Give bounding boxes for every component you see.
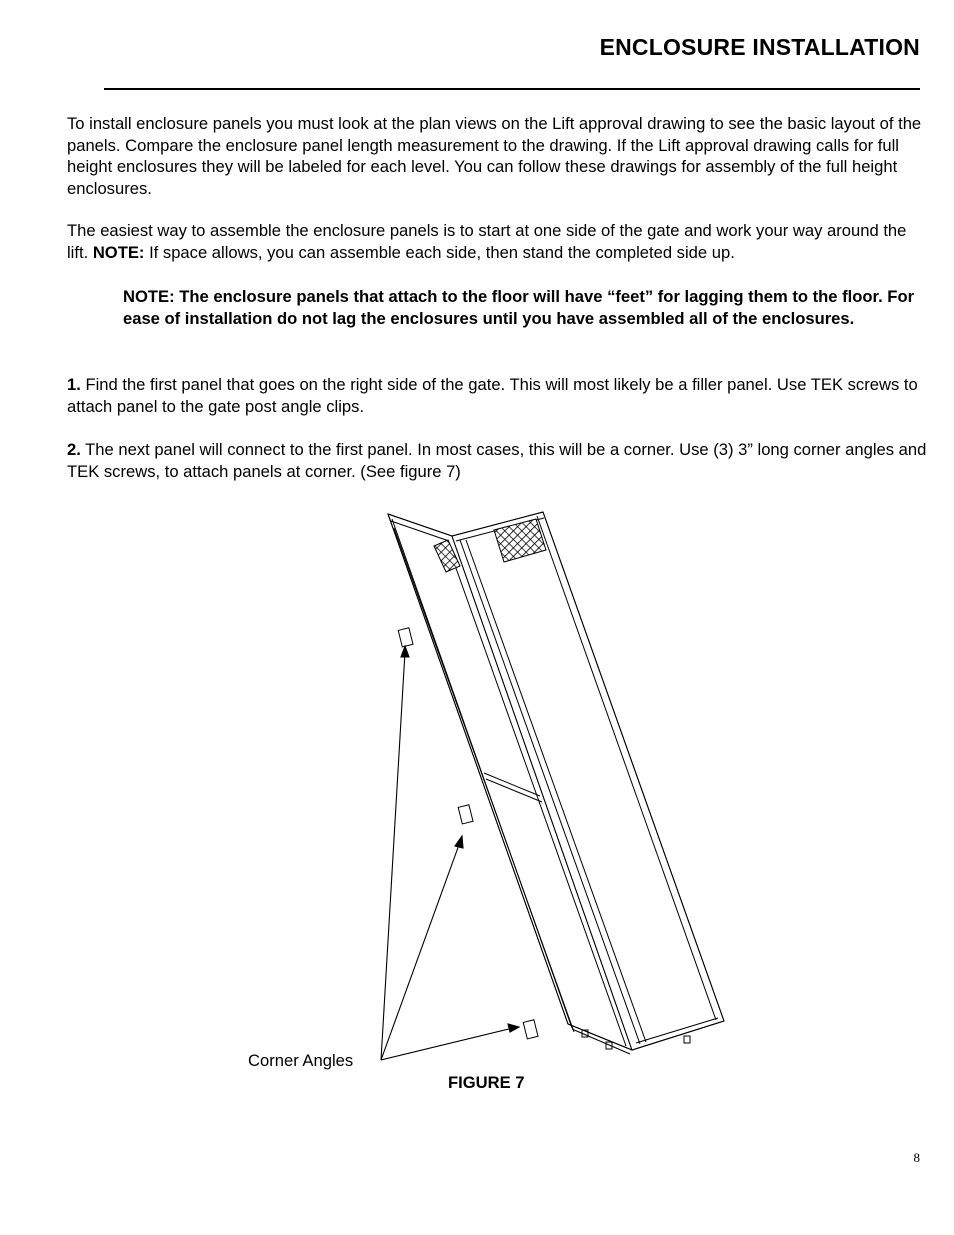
step-1: [67, 374, 927, 417]
title-underline: [104, 88, 920, 90]
step-1-number: 1.: [67, 375, 81, 394]
corner-angle-2: [458, 805, 473, 824]
figure-caption: FIGURE 7: [448, 1073, 525, 1092]
page-title: ENCLOSURE INSTALLATION: [599, 34, 920, 60]
corner-angles-label: Corner Angles: [248, 1051, 354, 1070]
intro-paragraph: To install enclosure panels you must look at the plan views on the Lift approval drawing to see the basic layout of the panels. Compare the enclosure panel length measurement to the drawing. If the Lift approval drawing calls for full height enclosures they will be labeled for each level. You can follow these drawings for assembly of the full height enclosures.: [67, 114, 922, 198]
step-1-text: Find the first panel that goes on the right side of the gate. This will most likely be a filler panel. Use TEK screws to attach panel to the gate post angle clips.: [67, 375, 918, 416]
page-number: 8: [913, 1150, 920, 1165]
assembly-note-label: NOTE:: [92, 242, 145, 262]
step-2-text: The next panel will connect to the first panel. In most cases, this will be a corner. Use (3) 3” long corner angles and TEK screws, to attach panels at corner. (See figure 7): [67, 440, 927, 481]
assembly-text-end: If space allows, you can assemble each side, then stand the completed side up.: [144, 242, 735, 262]
step-2-number: 2.: [67, 440, 81, 459]
assembly-paragraph: [67, 220, 927, 263]
corner-angle-3: [523, 1020, 538, 1039]
figure-7-enclosure-drawing: [240, 505, 760, 1065]
floor-feet-note: NOTE: The enclosure panels that attach to the floor will have “feet” for lagging them to the floor. For ease of installation do not lag the enclosures until you have assembled all of the enclosures.: [123, 287, 915, 328]
step-2: [67, 439, 927, 482]
corner-angle-1: [398, 628, 413, 647]
assembly-text-start: The easiest way to assemble the enclosure panels is to start at one side of the gate and work your way around the lift.: [67, 221, 907, 262]
